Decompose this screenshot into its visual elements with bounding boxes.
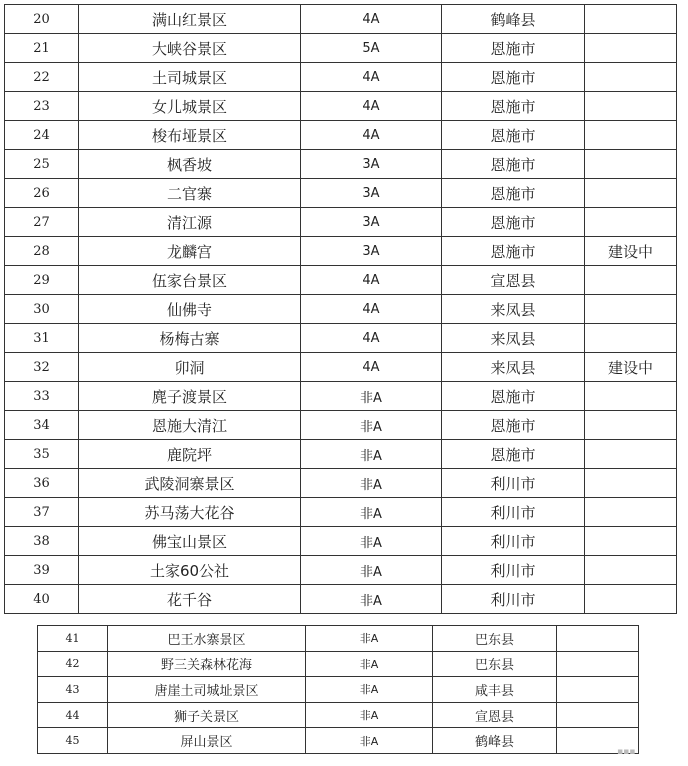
- spot-name-cell: 鹿院坪: [79, 440, 301, 469]
- rating-level-cell: 非A: [301, 527, 442, 556]
- location-cell: 恩施市: [442, 34, 585, 63]
- rating-level-cell: 3A: [301, 237, 442, 266]
- table-row: [5, 498, 677, 527]
- spot-name-cell: 大峡谷景区: [79, 34, 301, 63]
- note-cell: [585, 440, 677, 469]
- note-cell: 建设中: [585, 353, 677, 382]
- note-cell: [585, 585, 677, 614]
- rating-level-cell: 4A: [301, 353, 442, 382]
- rating-level-cell: 非A: [306, 651, 433, 677]
- table-row: [5, 411, 677, 440]
- note-cell: [557, 677, 639, 703]
- location-cell: 恩施市: [442, 382, 585, 411]
- location-cell: 利川市: [442, 585, 585, 614]
- rating-level-cell: 4A: [301, 266, 442, 295]
- spot-name-cell: 枫香坡: [79, 150, 301, 179]
- location-cell: 宣恩县: [433, 702, 557, 728]
- rating-level-cell: 非A: [301, 556, 442, 585]
- location-cell: 恩施市: [442, 411, 585, 440]
- note-cell: [585, 150, 677, 179]
- location-cell: 恩施市: [442, 237, 585, 266]
- spot-name-cell: 野三关森林花海: [108, 651, 306, 677]
- rating-level-cell: 非A: [306, 677, 433, 703]
- note-cell: [585, 34, 677, 63]
- location-cell: 恩施市: [442, 121, 585, 150]
- row-number-cell: 29: [5, 266, 79, 295]
- note-cell: [585, 5, 677, 34]
- row-number-cell: 38: [5, 527, 79, 556]
- spot-name-cell: 杨梅古寨: [79, 324, 301, 353]
- location-cell: 鹤峰县: [442, 5, 585, 34]
- rating-level-cell: 4A: [301, 5, 442, 34]
- note-cell: [557, 626, 639, 652]
- table-row: [5, 5, 677, 34]
- rating-level-cell: 3A: [301, 208, 442, 237]
- row-number-cell: 30: [5, 295, 79, 324]
- rating-level-cell: 非A: [301, 440, 442, 469]
- location-cell: 恩施市: [442, 92, 585, 121]
- location-cell: 来凤县: [442, 353, 585, 382]
- location-cell: 恩施市: [442, 63, 585, 92]
- row-number-cell: 20: [5, 5, 79, 34]
- row-number-cell: 33: [5, 382, 79, 411]
- row-number-cell: 22: [5, 63, 79, 92]
- row-number-cell: 39: [5, 556, 79, 585]
- scenic-spots-table-2-body: [38, 626, 639, 754]
- rating-level-cell: 非A: [301, 498, 442, 527]
- table-row: [38, 702, 639, 728]
- spot-name-cell: 花千谷: [79, 585, 301, 614]
- table-row: [5, 295, 677, 324]
- row-number-cell: 31: [5, 324, 79, 353]
- rating-level-cell: 4A: [301, 63, 442, 92]
- table-row: [5, 527, 677, 556]
- spot-name-cell: 龙麟宫: [79, 237, 301, 266]
- scenic-spots-table-1: [4, 4, 677, 614]
- row-number-cell: 26: [5, 179, 79, 208]
- table-row: [5, 556, 677, 585]
- row-number-cell: 45: [38, 728, 108, 754]
- note-cell: [585, 324, 677, 353]
- location-cell: 恩施市: [442, 150, 585, 179]
- location-cell: 巴东县: [433, 626, 557, 652]
- table-row: [38, 626, 639, 652]
- location-cell: 鹤峰县: [433, 728, 557, 754]
- rating-level-cell: 3A: [301, 179, 442, 208]
- spot-name-cell: 狮子关景区: [108, 702, 306, 728]
- corner-watermark: ▪▪▪: [617, 747, 636, 757]
- row-number-cell: 37: [5, 498, 79, 527]
- spot-name-cell: 卯洞: [79, 353, 301, 382]
- location-cell: 来凤县: [442, 295, 585, 324]
- row-number-cell: 23: [5, 92, 79, 121]
- note-cell: [585, 295, 677, 324]
- table-row: [38, 651, 639, 677]
- row-number-cell: 40: [5, 585, 79, 614]
- spot-name-cell: 伍家台景区: [79, 266, 301, 295]
- rating-level-cell: 3A: [301, 150, 442, 179]
- rating-level-cell: 4A: [301, 295, 442, 324]
- table-row: [5, 150, 677, 179]
- note-cell: [557, 702, 639, 728]
- table-row: [5, 121, 677, 150]
- rating-level-cell: 4A: [301, 121, 442, 150]
- table-row: [5, 324, 677, 353]
- table-row: [5, 440, 677, 469]
- table-row: [5, 63, 677, 92]
- row-number-cell: 21: [5, 34, 79, 63]
- spot-name-cell: 恩施大清江: [79, 411, 301, 440]
- rating-level-cell: 4A: [301, 324, 442, 353]
- note-cell: [585, 208, 677, 237]
- table-row: [5, 34, 677, 63]
- spot-name-cell: 武陵洞寨景区: [79, 469, 301, 498]
- rating-level-cell: 非A: [306, 702, 433, 728]
- rating-level-cell: 4A: [301, 92, 442, 121]
- location-cell: 利川市: [442, 498, 585, 527]
- rating-level-cell: 非A: [306, 626, 433, 652]
- spot-name-cell: 清江源: [79, 208, 301, 237]
- location-cell: 来凤县: [442, 324, 585, 353]
- location-cell: 恩施市: [442, 440, 585, 469]
- scenic-spots-table-1-body: [5, 5, 677, 614]
- note-cell: [585, 411, 677, 440]
- row-number-cell: 41: [38, 626, 108, 652]
- row-number-cell: 43: [38, 677, 108, 703]
- table-row: [5, 237, 677, 266]
- location-cell: 利川市: [442, 527, 585, 556]
- spot-name-cell: 巴王水寨景区: [108, 626, 306, 652]
- row-number-cell: 27: [5, 208, 79, 237]
- spot-name-cell: 屏山景区: [108, 728, 306, 754]
- note-cell: [585, 121, 677, 150]
- location-cell: 宣恩县: [442, 266, 585, 295]
- spot-name-cell: 唐崖土司城址景区: [108, 677, 306, 703]
- note-cell: [585, 469, 677, 498]
- note-cell: [585, 63, 677, 92]
- table-row: [5, 353, 677, 382]
- spot-name-cell: 麂子渡景区: [79, 382, 301, 411]
- table-row: [5, 179, 677, 208]
- table-row: [5, 382, 677, 411]
- note-cell: [585, 92, 677, 121]
- location-cell: 巴东县: [433, 651, 557, 677]
- row-number-cell: 36: [5, 469, 79, 498]
- location-cell: 恩施市: [442, 179, 585, 208]
- table-row: [5, 585, 677, 614]
- table-row: [38, 677, 639, 703]
- rating-level-cell: 非A: [301, 382, 442, 411]
- note-cell: [585, 382, 677, 411]
- rating-level-cell: 非A: [301, 411, 442, 440]
- row-number-cell: 34: [5, 411, 79, 440]
- spot-name-cell: 佛宝山景区: [79, 527, 301, 556]
- table-row: [5, 469, 677, 498]
- row-number-cell: 28: [5, 237, 79, 266]
- row-number-cell: 25: [5, 150, 79, 179]
- spot-name-cell: 女儿城景区: [79, 92, 301, 121]
- spot-name-cell: 仙佛寺: [79, 295, 301, 324]
- row-number-cell: 42: [38, 651, 108, 677]
- spot-name-cell: 梭布垭景区: [79, 121, 301, 150]
- note-cell: [585, 179, 677, 208]
- note-cell: [557, 651, 639, 677]
- spot-name-cell: 土家60公社: [79, 556, 301, 585]
- note-cell: [585, 498, 677, 527]
- rating-level-cell: 非A: [301, 469, 442, 498]
- note-cell: [585, 266, 677, 295]
- note-cell: 建设中: [585, 237, 677, 266]
- location-cell: 利川市: [442, 556, 585, 585]
- spot-name-cell: 苏马荡大花谷: [79, 498, 301, 527]
- rating-level-cell: 非A: [301, 585, 442, 614]
- spot-name-cell: 满山红景区: [79, 5, 301, 34]
- spot-name-cell: 二官寨: [79, 179, 301, 208]
- row-number-cell: 32: [5, 353, 79, 382]
- row-number-cell: 44: [38, 702, 108, 728]
- location-cell: 恩施市: [442, 208, 585, 237]
- row-number-cell: 24: [5, 121, 79, 150]
- rating-level-cell: 非A: [306, 728, 433, 754]
- spot-name-cell: 土司城景区: [79, 63, 301, 92]
- note-cell: [585, 556, 677, 585]
- table-row: [5, 92, 677, 121]
- scenic-spots-table-2: [37, 625, 639, 754]
- table-row: [38, 728, 639, 754]
- note-cell: [585, 527, 677, 556]
- location-cell: 咸丰县: [433, 677, 557, 703]
- table-row: [5, 266, 677, 295]
- row-number-cell: 35: [5, 440, 79, 469]
- location-cell: 利川市: [442, 469, 585, 498]
- table-row: [5, 208, 677, 237]
- rating-level-cell: 5A: [301, 34, 442, 63]
